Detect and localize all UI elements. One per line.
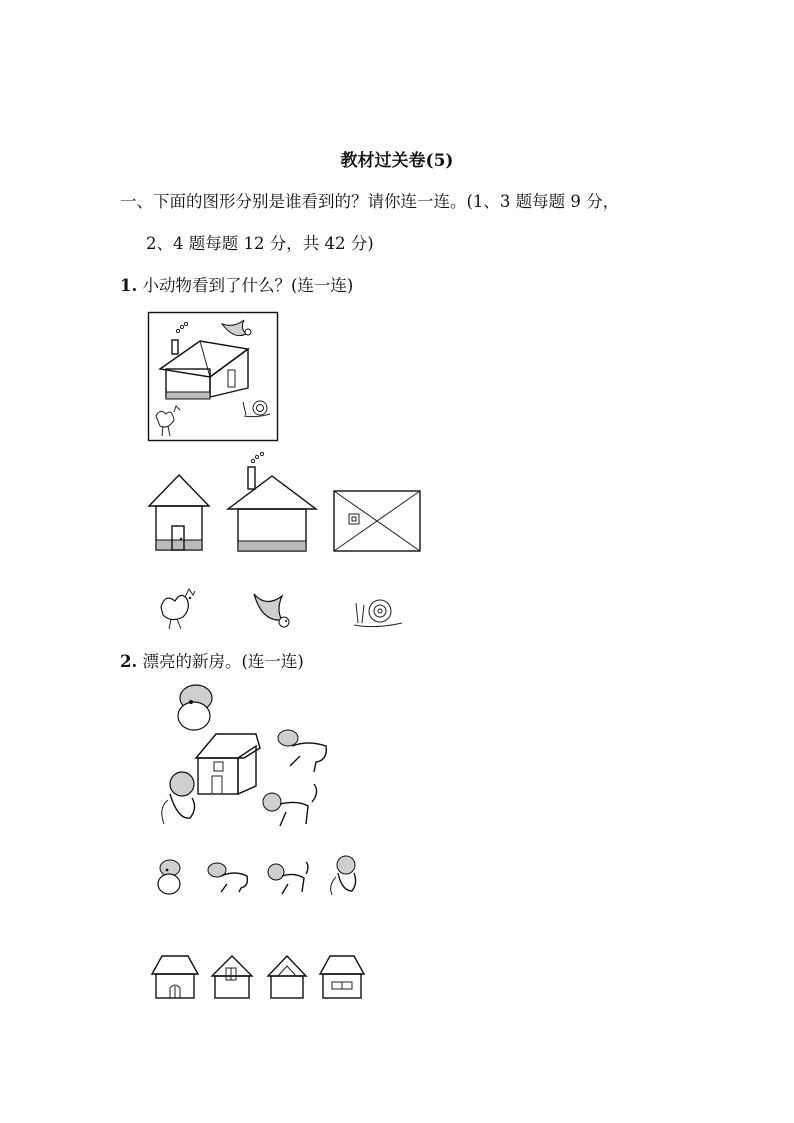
- house-door-view-icon: [150, 954, 200, 1000]
- snail-icon: [350, 593, 406, 633]
- problem-1-number: 1.: [120, 276, 138, 295]
- house-front-view-icon: [226, 451, 318, 555]
- house-side-view-icon: [147, 472, 211, 554]
- cat-icon: [264, 860, 310, 896]
- house-window-small-view-icon: [266, 954, 308, 1000]
- bird-icon: [222, 320, 251, 336]
- lion-icon: [278, 730, 326, 772]
- dog-icon: [178, 685, 212, 730]
- dog-icon: [155, 858, 185, 898]
- scene-1-picture: [148, 312, 278, 442]
- house-window-view-icon: [210, 954, 254, 1000]
- snail-icon: [243, 401, 270, 417]
- rooster-icon: [156, 406, 180, 436]
- scene-1-frame: [149, 313, 278, 441]
- problem-2-number: 2.: [120, 652, 138, 671]
- house-long-window-view-icon: [318, 954, 366, 1000]
- chimney-icon: [172, 322, 188, 354]
- lion-icon: [205, 860, 251, 894]
- cat-icon: [263, 784, 317, 826]
- problem-1: [120, 272, 353, 296]
- house-icon: [160, 341, 248, 399]
- section-heading-line2: 2、4 题每题 12 分，共 42 分): [146, 234, 374, 253]
- house-top-view-icon: [333, 490, 421, 552]
- monkey-icon: [162, 772, 195, 824]
- house-icon: [196, 734, 260, 794]
- problem-1-text: 小动物看到了什么？(连一连): [142, 276, 354, 295]
- monkey-icon: [326, 855, 360, 897]
- problem-2: [120, 648, 304, 672]
- scene-2-picture: [156, 680, 336, 830]
- rooster-icon: [155, 585, 201, 631]
- problem-2-text: 漂亮的新房。(连一连): [142, 652, 304, 671]
- page-title: 教材过关卷(5): [340, 151, 454, 171]
- section-heading-line1: 一、下面的图形分别是谁看到的？请你连一连。(1、3 题每题 9 分，: [120, 192, 620, 211]
- bird-icon: [252, 590, 300, 634]
